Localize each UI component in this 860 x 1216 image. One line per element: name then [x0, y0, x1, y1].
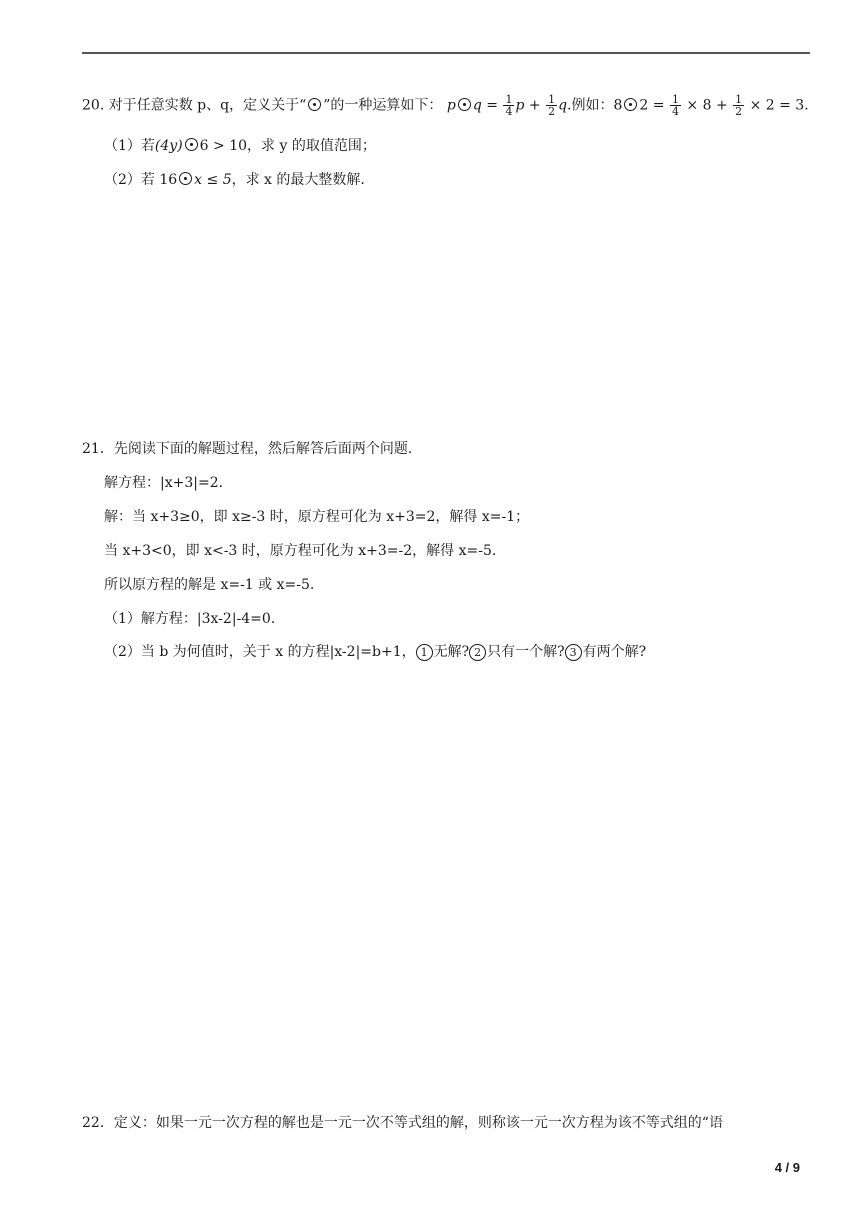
- fraction-one-half: $\frac{1}{2}$: [548, 93, 556, 118]
- odot-operator-icon: [458, 98, 471, 111]
- formula-eq: =: [481, 97, 503, 114]
- q21-line-1: 解方程：|x+3|=2.: [104, 475, 224, 491]
- odot-operator-icon: [185, 138, 198, 151]
- fraction-one-half: $\frac{1}{2}$: [735, 93, 743, 118]
- circled-number-3-icon: 3: [565, 644, 582, 661]
- q20-intro: 对于任意实数 p、q，定义关于“: [108, 97, 307, 114]
- q21-line-4: 所以原方程的解是 x=-1 或 x=-5.: [104, 577, 315, 593]
- q20-intro2: ”的一种运算如下：: [323, 97, 443, 114]
- fraction-one-quarter: $\frac{1}{4}$: [505, 93, 513, 118]
- q20-statement: 20. 对于任意实数 p、q，定义关于“ ”的一种运算如下： p q = $\frac{1}{4}$ p + $\frac{1}{2}$ q.例如：8 2 = $\frac{1}{4}$ × 8 + $\frac{1}{2}$ × 2 = 3.: [82, 93, 809, 118]
- q20-part2: （2）若 16 x ≤ 5，求 x 的最大整数解.: [104, 172, 365, 188]
- header-rule: [82, 52, 810, 54]
- circled-number-1-icon: 1: [416, 644, 433, 661]
- page-number: 4 / 9: [774, 1160, 800, 1175]
- formula-p: p: [446, 97, 456, 114]
- odot-operator-icon: [308, 98, 321, 111]
- q22-header: 22．定义：如果一元一次方程的解也是一元一次不等式组的解，则称该一元一次方程为该不等式组的“语: [82, 1115, 723, 1131]
- example-label: .例如：: [567, 97, 614, 114]
- q20-part1: （1）若(4y) 6 > 10，求 y 的取值范围；: [104, 138, 376, 154]
- odot-operator-icon: [624, 98, 637, 111]
- circled-number-2-icon: 2: [469, 644, 486, 661]
- q21-line-2: 解：当 x+3≥0，即 x≥-3 时，原方程可化为 x+3=2，解得 x=-1；: [104, 509, 530, 525]
- q21-line-3: 当 x+3<0，即 x<-3 时，原方程可化为 x+3=-2，解得 x=-5.: [104, 543, 497, 559]
- q21-header: 21．先阅读下面的解题过程，然后解答后面两个问题.: [82, 441, 413, 457]
- q21-part1: （1）解方程：|3x-2|-4=0.: [104, 611, 276, 627]
- q21-part2: （2）当 b 为何值时，关于 x 的方程|x-2|=b+1， 1 无解? 2 只有一个解? 3 有两个解?: [104, 644, 647, 660]
- formula-q: q: [472, 97, 482, 114]
- fraction-one-quarter: $\frac{1}{4}$: [671, 93, 679, 118]
- odot-operator-icon: [179, 172, 192, 185]
- q20-number: 20.: [82, 97, 105, 114]
